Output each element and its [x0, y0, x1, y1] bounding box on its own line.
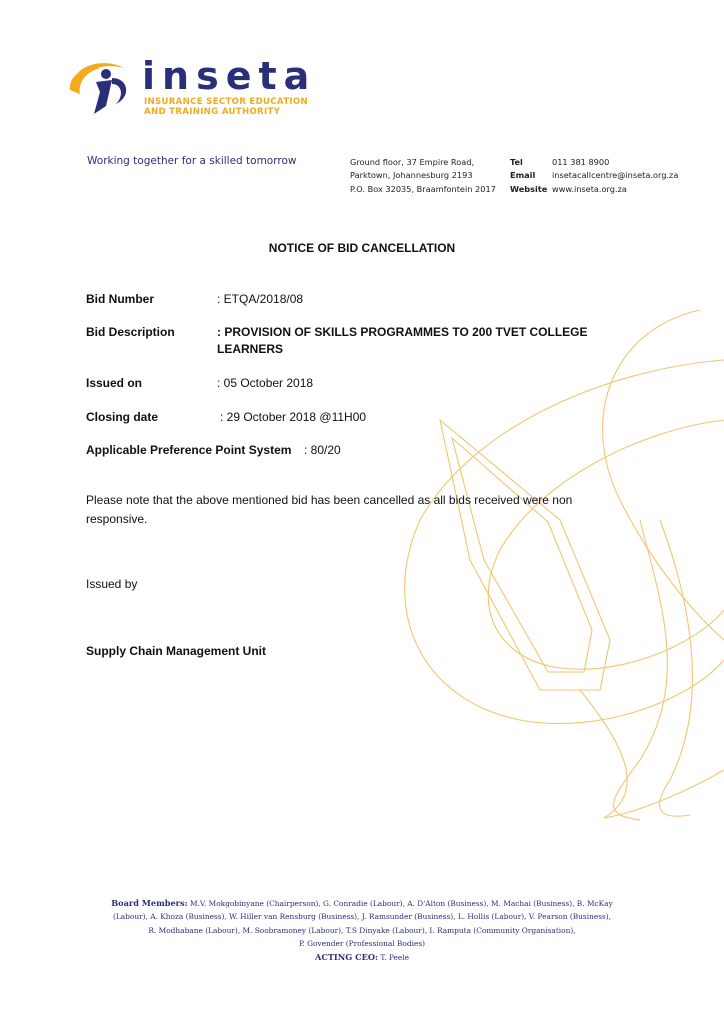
field-value: : 80/20 [304, 443, 341, 457]
field-label: Issued on [86, 376, 143, 390]
field-value: : ETQA/2018/08 [217, 292, 304, 306]
inseta-logo [66, 56, 316, 120]
notice-heading: NOTICE OF BID CANCELLATION [268, 241, 456, 255]
logo-mark-icon [66, 56, 136, 120]
issued-by-label: Issued by [86, 577, 138, 591]
contact-value: 011 381 8900 [552, 157, 610, 167]
contact-label: Website [510, 183, 548, 194]
ceo-name: T. Peele [378, 952, 410, 962]
logo-subtitle-line-1: INSURANCE SECTOR EDUCATION [144, 97, 308, 107]
tagline: Working together for a skilled tomorrow [87, 155, 297, 167]
field-value-line-1: : PROVISION OF SKILLS PROGRAMMES TO 200 TVET COLLEGE [217, 325, 588, 339]
address-line: Parktown, Johannesburg 2193 [350, 170, 473, 181]
field-value: : 05 October 2018 [217, 376, 314, 390]
contact-value: www.inseta.org.za [552, 183, 627, 194]
field-label: Applicable Preference Point System [86, 443, 292, 457]
contact-details [510, 156, 678, 196]
address-line: Ground floor, 37 Empire Road, [350, 157, 475, 167]
field-label: Bid Description [86, 325, 175, 339]
logo-wordmark: inseta [142, 54, 317, 98]
board-label: Board Members: [111, 898, 188, 908]
board-line: (Labour), A. Khoza (Business), W. Hiller van Rensburg (Business), J. Ramsunder (Business), L. Hollis (Labour), V. Pearson (Business), [112, 912, 612, 922]
board-line: R. Modhabane (Labour), M. Soobramoney (Labour), T.S Dinyake (Labour), I. Ramputa (Community Organisation), [148, 925, 576, 935]
contact-value: insetacallcentre@inseta.org.za [552, 170, 679, 181]
board-members-footer [92, 897, 632, 964]
issuing-unit: Supply Chain Management Unit [86, 644, 267, 658]
ceo-line [92, 951, 632, 964]
contact-website [510, 183, 678, 196]
ceo-label: ACTING CEO: [314, 951, 378, 962]
contact-label: Email [510, 170, 536, 181]
cancellation-paragraph: Please note that the above mentioned bid has been cancelled as all bids received were non responsive. [86, 493, 573, 526]
field-value-line-2: LEARNERS [217, 342, 284, 356]
contact-label: Tel [510, 157, 523, 167]
address-line: P.O. Box 32035, Braamfontein 2017 [350, 183, 496, 194]
contact-tel [510, 156, 678, 169]
board-line: P. Govender (Professional Bodies) [298, 939, 426, 949]
board-text: M.V. Mokgobinyane (Chairperson), G. Conradie (Labour), A. D'Alton (Business), M. Machai (Business), B. McKay [187, 899, 613, 908]
field-label: Bid Number [86, 292, 155, 306]
field-value: : 29 October 2018 @11H00 [220, 410, 367, 424]
postal-address [350, 156, 496, 196]
logo-subtitle-line-2: AND TRAINING AUTHORITY [144, 107, 281, 117]
field-label: Closing date [86, 410, 159, 424]
board-line [92, 897, 632, 910]
contact-email [510, 169, 678, 182]
